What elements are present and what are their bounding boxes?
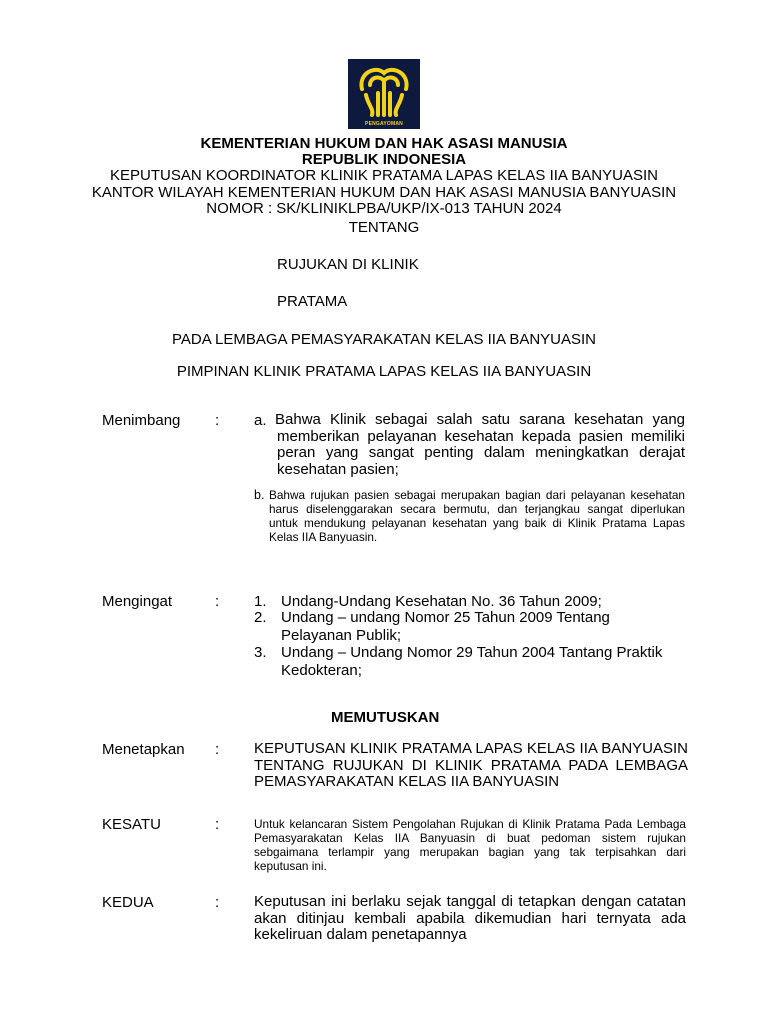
mengingat-item-1-num: 1. [254, 593, 267, 610]
decree-title: KEPUTUSAN KOORDINATOR KLINIK PRATAMA LAPAS KELAS IIA BANYUASIN [110, 167, 658, 184]
subject-line-2: PRATAMA [277, 293, 348, 310]
ministry-title: KEMENTERIAN HUKUM DAN HAK ASASI MANUSIA [200, 135, 568, 152]
menimbang-a-marker: a. [254, 412, 267, 429]
kesatu-text: Untuk kelancaran Sistem Pengolahan Rujukan di Klinik Pratama Pada Lembaga Pemasyarakatan Kelas IIA Banyuasin di buat pedoman sistem rujukan sebgaimana terlampir yang merupakan bagian yang tak terpisahkan dari keputusan ini. [254, 817, 686, 873]
mengingat-label: Mengingat [102, 593, 173, 610]
menimbang-b-marker: b. [254, 488, 265, 502]
kedua-text: Keputusan ini berlaku sejak tanggal di tetapkan dengan catatan akan ditinjau kembali apabila dikemudian hari ternyata ada kekeliruan dalam penetapannya [254, 893, 686, 943]
kesatu-label: KESATU [102, 816, 161, 833]
menimbang-b-text [269, 488, 685, 544]
menetapkan-label: Menetapkan [102, 741, 185, 758]
kedua-label: KEDUA [102, 894, 154, 911]
menetapkan-colon: : [215, 741, 220, 758]
menimbang-b-paragraph: Bahwa rujukan pasien sebagai merupakan bagian dari pelayanan kesehatan harus diselenggarakan secara bermutu, dan terjangkau sangat diperlukan untuk mendukung pelayanan kesehatan yang baik di Klinik Pratama Lapas Kelas IIA Banyuasin. [269, 488, 685, 544]
menimbang-label: Menimbang [102, 412, 181, 429]
logo-caption: PENGAYOMAN [365, 121, 403, 127]
mengingat-colon: : [215, 593, 220, 610]
menimbang-a-text: Bahwa Klinik sebagai salah satu sarana kesehatan yang memberikan pelayanan kesehatan kepada pasien memiliki peran yang sangat penting dalam meningkatkan derajat kesehatan pasien; [275, 411, 685, 478]
mengingat-item-2-text: Undang – undang Nomor 25 Tahun 2009 Tentang Pelayanan Publik; [281, 609, 610, 644]
mengingat-item-3-text: Undang – Undang Nomor 29 Tahun 2004 Tantang Praktik Kedokteran; [281, 644, 663, 679]
decree-number: NOMOR : SK/KLINIKLPBA/UKP/IX-013 TAHUN 2024 [206, 200, 562, 217]
menetapkan-text: KEPUTUSAN KLINIK PRATAMA LAPAS KELAS IIA BANYUASIN TENTANG RUJUKAN DI KLINIK PRATAMA PADA LEMBAGA PEMASYARAKATAN KELAS IIA BANYUASIN [254, 740, 688, 790]
tentang-label: TENTANG [348, 219, 420, 236]
menimbang-colon: : [215, 412, 220, 429]
subject-line-3: PADA LEMBAGA PEMASYARAKATAN KELAS IIA BANYUASIN [171, 331, 597, 348]
kedua-colon: : [215, 894, 220, 911]
issuer-line: PIMPINAN KLINIK PRATAMA LAPAS KELAS IIA BANYUASIN [176, 363, 592, 380]
mengingat-item-2-num: 2. [254, 609, 267, 626]
subject-line-1: RUJUKAN DI KLINIK [277, 256, 419, 273]
mengingat-item-1-text: Undang-Undang Kesehatan No. 36 Tahun 2009; [281, 593, 602, 610]
office-title: KANTOR WILAYAH KEMENTERIAN HUKUM DAN HAK ASASI MANUSIA BANYUASIN [91, 184, 677, 201]
country-title: REPUBLIK INDONESIA [301, 151, 467, 168]
memutuskan-heading: MEMUTUSKAN [331, 709, 440, 726]
pengayoman-tree-icon [348, 59, 420, 129]
mengingat-item-3-num: 3. [254, 644, 267, 661]
pengayoman-logo [348, 59, 420, 129]
kesatu-colon: : [215, 816, 220, 833]
